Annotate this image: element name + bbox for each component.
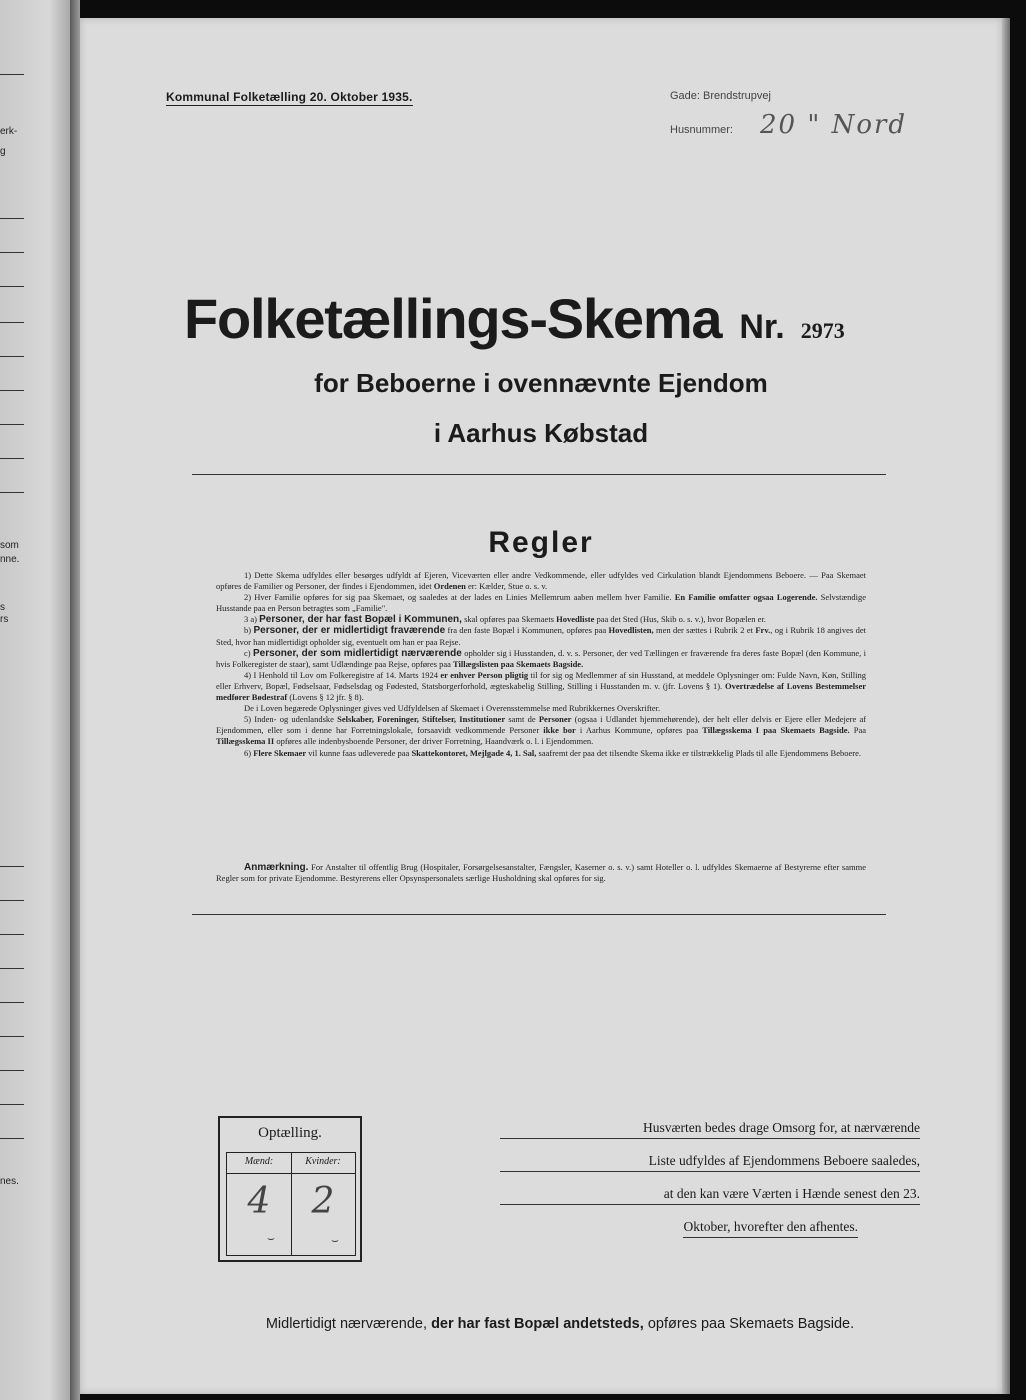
notice-line: Husværten bedes drage Omsorg for, at nærværende — [500, 1120, 920, 1139]
text-fragment: nes. — [0, 1176, 19, 1187]
census-header: Kommunal Folketælling 20. Oktober 1935. — [166, 90, 413, 104]
text-fragment: rs — [0, 614, 9, 625]
book-gutter — [70, 0, 80, 1400]
notice-line: Oktober, hvorefter den afhentes. — [683, 1219, 858, 1238]
adjacent-page — [0, 0, 70, 1400]
footer-note: Midlertidigt nærværende, der har fast Bopæl andetsteds, opføres paa Skemaets Bagside. — [265, 1316, 855, 1332]
rules-heading: Regler — [488, 526, 594, 559]
house-number-label: Husnummer: — [670, 124, 733, 136]
text-fragment: g — [0, 146, 6, 157]
page-edge — [1002, 18, 1010, 1394]
rules-text — [216, 570, 866, 759]
text-fragment: s — [0, 602, 5, 613]
ruled-line — [0, 74, 24, 75]
text-fragment: nne. — [0, 554, 20, 565]
notice-line: at den kan være Værten i Hænde senest den 23. — [500, 1186, 920, 1205]
text-fragment: erk- — [0, 126, 18, 137]
ruled-line — [0, 458, 24, 459]
ruled-line — [0, 322, 24, 323]
form-title-text: Folketællings-Skema — [184, 287, 722, 350]
women-count: 2 — [311, 1181, 335, 1222]
count-box — [218, 1116, 362, 1262]
ruled-line — [0, 252, 24, 253]
men-label: Mænd: — [244, 1156, 274, 1167]
rule-2: 2) Hver Familie opføres for sig paa Skemaet, og saaledes at der lades en Linies Mellemrum aaben mellem hver Familie. En Familie omfatter ogsaa Logerende. Selvstændige Husstande paa en Person betragtes som „Familie". — [216, 592, 867, 614]
form-number-label: Nr. — [739, 308, 785, 346]
ruled-line — [0, 866, 24, 867]
check-mark-icon: ⌣ — [331, 1233, 339, 1247]
ruled-line — [0, 356, 24, 357]
women-label: Kvinder: — [305, 1156, 341, 1167]
ruled-line — [0, 286, 24, 287]
form-subtitle: for Beboerne i ovennævnte Ejendom — [314, 368, 768, 398]
ruled-line — [0, 1036, 24, 1037]
remark-text — [216, 862, 866, 884]
rule-6: 6) Flere Skemaer vil kunne faas udleverede paa Skattekontoret, Mejlgade 4, 1. Sal, saafremt der paa det tilsendte Skema ikke er tilstrækkelig Plads til alle Ejendommens Beboere. — [244, 747, 861, 758]
house-number-handwritten: 20 " Nord — [760, 110, 908, 140]
ruled-line — [0, 390, 24, 391]
count-title: Optælling. — [258, 1125, 322, 1141]
ruled-line — [0, 934, 24, 935]
census-form-page — [80, 18, 1002, 1394]
ruled-line — [0, 218, 24, 219]
form-title — [184, 286, 934, 351]
street-field — [670, 90, 771, 102]
notice-line: Liste udfyldes af Ejendommens Beboere saaledes, — [500, 1153, 920, 1172]
rule-4b: De i Loven begærede Oplysninger gives ved Udfyldelsen af Skemaet i Overensstemmelse med Rubrikkernes Overskrifter. — [244, 703, 661, 714]
form-number: 2973 — [800, 318, 845, 343]
check-mark-icon: ⌣ — [267, 1231, 275, 1245]
rule-3b: b) Personer, der er midlertidigt fraværende fra den faste Bopæl i Kommunen, opføres paa Hovedlisten, men der sættes i Rubrik 2 et Frv., og i Rubrik 18 angives det Sted, hvor han midlertidigt opholder sig, eventuelt om han er paa Rejse. — [216, 625, 867, 647]
rule-3a: 3 a) Personer, der har fast Bopæl i Kommunen, skal opføres paa Skemaets Hovedliste paa det Sted (Hus, Skib o. s. v.), hvor Bopælen er. — [244, 614, 766, 626]
rule-5: 5) Inden- og udenlandske Selskaber, Foreninger, Stiftelser, Institutioner samt de Personer (ogsaa i Udlandet hjemmehørende), der helt eller delvis er Ejere eller Medejere af Ejendommen, eller som i denne har Forretningslokale, forsaavidt vedkommende Personer ikke bor i Aarhus Kommune, opføres paa Tillægsskema I paa Skemaets Bagside. Paa Tillægsskema II opføres alle indenbysboende Personer, der driver Forretning, Haandværk o. l. i Ejendommen. — [216, 714, 867, 747]
ruled-line — [0, 968, 24, 969]
street-value: Brendstrupvej — [703, 90, 771, 102]
form-subtitle-city: i Aarhus Købstad — [433, 418, 649, 448]
divider-rule — [192, 914, 886, 915]
text-fragment: som — [0, 540, 19, 551]
remark-body: For Anstalter til offentlig Brug (Hospitaler, Forsørgelsesanstalter, Fængsler, Kaserner o. s. v.) samt Hoteller o. l. udfyldes Skemaerne af Bestyrerne efter samme Regler som for private Ejendomme. Bestyrerens eller Opsynspersonalets særlige Husholdning skal opføres for sig. — [216, 862, 866, 884]
men-count: 4 — [247, 1181, 271, 1222]
rule-1: 1) Dette Skema udfyldes eller besørges udfyldt af Ejeren, Viceværten eller andre Vedkommende, eller udfyldes ved Cirkulation blandt Ejendommens Beboere. — Paa Skemaet opføres de Familier og Personer, der findes i Ejendommen, idet Ordenen er: Kælder, Stue o. s. v. — [216, 570, 866, 592]
ruled-line — [0, 1104, 24, 1105]
ruled-line — [0, 900, 24, 901]
rule-4: 4) I Henhold til Lov om Folkeregistre af 14. Marts 1924 er enhver Person pligtig til for sig og Medlemmer af sin Husstand, at meddele Oplysninger om: Fulde Navn, Køn, Stilling eller Erhverv, Bopæl, Fødselsaar, Fødselsdag og Fødested, Statsborgerforhold, ægteskabelig Stilling, Stilling i Husstanden m. v. (jfr. Lovens § 1). Overtrædelse af Lovens Bestemmelser medfører Bødestraf (Lovens § 12 jfr. § 8). — [216, 669, 867, 703]
ruled-line — [0, 1138, 24, 1139]
ruled-line — [0, 1070, 24, 1071]
ruled-line — [0, 492, 24, 493]
count-table — [226, 1152, 356, 1256]
ruled-line — [0, 424, 24, 425]
street-label: Gade: — [670, 90, 700, 102]
rule-3c: c) Personer, der som midlertidigt nærværende opholder sig i Husstanden, d. v. s. Personer, der ved Tællingen er fraværende fra deres faste Bopæl (den Kommune, i hvis Folkeregister de staar), samt Udlændinge paa Rejse, opføres paa Tillægslisten paa Skemaets Bagside. — [216, 647, 867, 669]
remark-label: Anmærkning. — [244, 862, 309, 873]
divider-rule — [192, 474, 886, 475]
landlord-notice — [500, 1120, 920, 1252]
ruled-line — [0, 1002, 24, 1003]
